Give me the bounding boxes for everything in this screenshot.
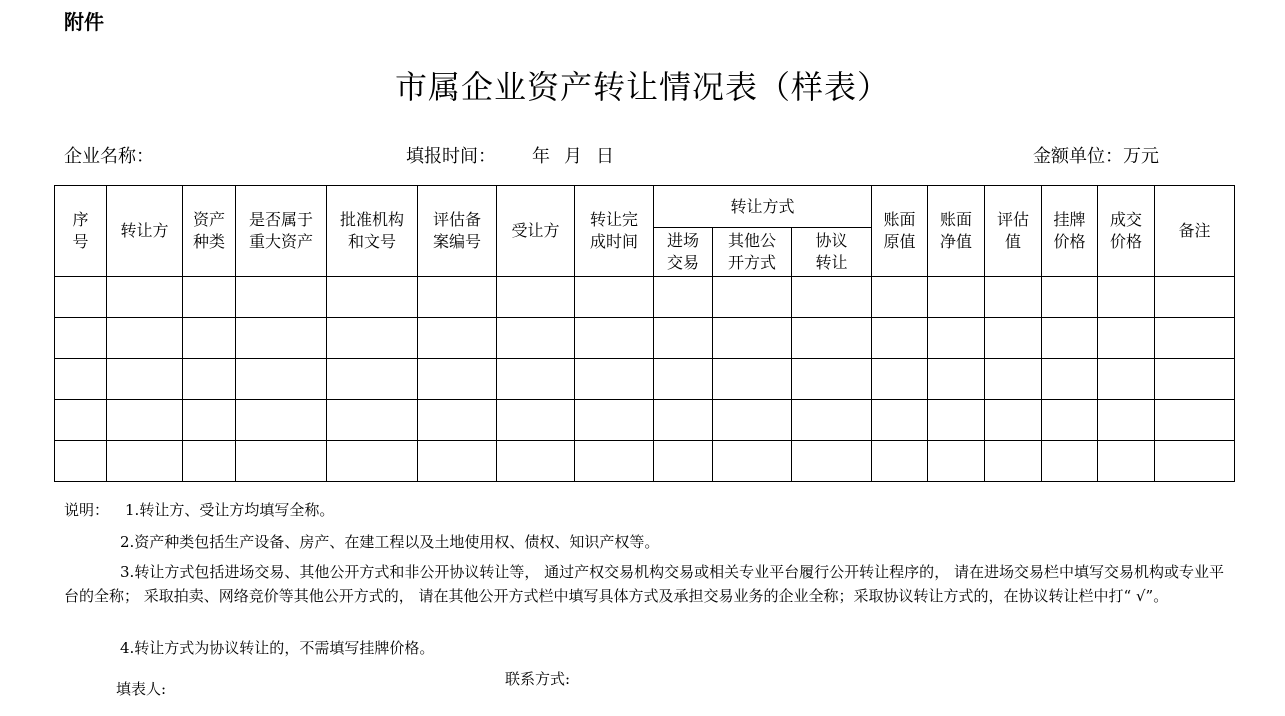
- header-completion-time: 转让完成时间: [575, 186, 654, 277]
- filler-label: 填表人:: [116, 680, 167, 698]
- table-cell[interactable]: [985, 441, 1042, 482]
- table-cell[interactable]: [55, 277, 107, 318]
- table-cell[interactable]: [654, 318, 713, 359]
- header-method-exchange: 进场交易: [654, 228, 713, 277]
- table-cell[interactable]: [107, 277, 183, 318]
- table-cell[interactable]: [928, 441, 985, 482]
- header-transferee: 受让方: [497, 186, 575, 277]
- header-listing-price: 挂牌价格: [1042, 186, 1098, 277]
- table-cell[interactable]: [1098, 441, 1155, 482]
- table-cell[interactable]: [107, 400, 183, 441]
- table-cell[interactable]: [928, 277, 985, 318]
- table-row: [55, 441, 1235, 482]
- table-cell[interactable]: [418, 400, 497, 441]
- note-3: 3.转让方式包括进场交易、其他公开方式和非公开协议转让等， 通过产权交易机构交易或相关专业平台履行公开转让程序的， 请在进场交易栏中填写交易机构或专业平台的全称； 采取拍卖、网络竞价等其他公开方式的， 请在其他公开方式栏中填写具体方式及承担交易业务的企业全称；采取协议转让方式的，在协议转让栏中打“ √”。: [64, 563, 1224, 605]
- table-cell[interactable]: [236, 359, 327, 400]
- table-cell[interactable]: [497, 359, 575, 400]
- table-cell[interactable]: [1098, 277, 1155, 318]
- table-cell[interactable]: [236, 400, 327, 441]
- table-cell[interactable]: [985, 277, 1042, 318]
- header-transfer-method: 转让方式: [654, 186, 872, 228]
- table-cell[interactable]: [713, 359, 792, 400]
- table-cell[interactable]: [872, 318, 928, 359]
- header-approval: 批准机构和文号: [327, 186, 418, 277]
- table-cell[interactable]: [575, 441, 654, 482]
- table-cell[interactable]: [713, 318, 792, 359]
- table-cell[interactable]: [575, 277, 654, 318]
- table-cell[interactable]: [575, 400, 654, 441]
- table-cell[interactable]: [418, 318, 497, 359]
- table-cell[interactable]: [654, 359, 713, 400]
- table-cell[interactable]: [928, 400, 985, 441]
- table-row: [55, 359, 1235, 400]
- note-1: [64, 498, 334, 522]
- table-row: [55, 318, 1235, 359]
- table-cell[interactable]: [654, 277, 713, 318]
- table-cell[interactable]: [792, 277, 872, 318]
- header-method-other: 其他公开方式: [713, 228, 792, 277]
- contact-label: 联系方式:: [505, 670, 571, 688]
- header-book-original: 账面原值: [872, 186, 928, 277]
- table-cell[interactable]: [1042, 441, 1098, 482]
- table-cell[interactable]: [792, 400, 872, 441]
- table-cell[interactable]: [183, 277, 236, 318]
- table-cell[interactable]: [1098, 359, 1155, 400]
- table-cell[interactable]: [1042, 359, 1098, 400]
- table-cell[interactable]: [1155, 400, 1235, 441]
- header-seq: 序号: [55, 186, 107, 277]
- table-cell[interactable]: [497, 441, 575, 482]
- table-cell[interactable]: [792, 318, 872, 359]
- month-label: 月: [564, 146, 582, 167]
- table-cell[interactable]: [713, 277, 792, 318]
- page-title: 市属企业资产转让情况表（样表）: [394, 68, 890, 106]
- table-cell[interactable]: [418, 359, 497, 400]
- table-cell[interactable]: [497, 318, 575, 359]
- header-appraisal-no: 评估备案编号: [418, 186, 497, 277]
- table-cell[interactable]: [327, 400, 418, 441]
- table-cell[interactable]: [107, 318, 183, 359]
- header-appraised: 评估值: [985, 186, 1042, 277]
- table-cell[interactable]: [1098, 318, 1155, 359]
- table-cell[interactable]: [872, 441, 928, 482]
- table-cell[interactable]: [1155, 318, 1235, 359]
- table-cell[interactable]: [713, 400, 792, 441]
- table-cell[interactable]: [928, 359, 985, 400]
- company-name-label: 企业名称：: [64, 146, 154, 167]
- header-asset-type: 资产种类: [183, 186, 236, 277]
- table-cell[interactable]: [1155, 277, 1235, 318]
- note-2: 2.资产种类包括生产设备、房产、在建工程以及土地使用权、债权、知识产权等。: [120, 533, 660, 551]
- table-cell[interactable]: [575, 318, 654, 359]
- table-cell[interactable]: [928, 318, 985, 359]
- table-cell[interactable]: [985, 400, 1042, 441]
- header-transferor: 转让方: [107, 186, 183, 277]
- table-cell[interactable]: [418, 441, 497, 482]
- table-cell[interactable]: [236, 318, 327, 359]
- note-4: 4.转让方式为协议转让的，不需填写挂牌价格。: [120, 639, 435, 657]
- table-cell[interactable]: [183, 400, 236, 441]
- table-cell[interactable]: [236, 441, 327, 482]
- table-cell[interactable]: [872, 359, 928, 400]
- year-label: 年: [532, 146, 550, 167]
- table-cell[interactable]: [1155, 441, 1235, 482]
- table-cell[interactable]: [497, 277, 575, 318]
- table-cell[interactable]: [418, 277, 497, 318]
- table-row: [55, 400, 1235, 441]
- table-cell[interactable]: [327, 441, 418, 482]
- table-cell[interactable]: [575, 359, 654, 400]
- attachment-label: 附件: [64, 10, 104, 34]
- table-cell[interactable]: [872, 400, 928, 441]
- table-cell[interactable]: [1098, 400, 1155, 441]
- table-row: [55, 277, 1235, 318]
- table-cell[interactable]: [1042, 277, 1098, 318]
- report-date-label: 填报时间：: [406, 146, 496, 167]
- table-cell[interactable]: [713, 441, 792, 482]
- table-cell[interactable]: [55, 359, 107, 400]
- day-label: 日: [596, 146, 614, 167]
- header-remarks: 备注: [1155, 186, 1235, 277]
- table-cell[interactable]: [107, 359, 183, 400]
- table-cell[interactable]: [183, 359, 236, 400]
- table-cell[interactable]: [1042, 400, 1098, 441]
- table-cell[interactable]: [1155, 359, 1235, 400]
- table-cell[interactable]: [1042, 318, 1098, 359]
- table-cell[interactable]: [872, 277, 928, 318]
- table-cell[interactable]: [55, 318, 107, 359]
- note-1-text: 1.转让方、受让方均填写全称。: [125, 501, 335, 519]
- table-cell[interactable]: [654, 441, 713, 482]
- table-cell[interactable]: [236, 277, 327, 318]
- table-cell[interactable]: [792, 359, 872, 400]
- table-cell[interactable]: [792, 441, 872, 482]
- notes-label: 说明：: [64, 501, 110, 519]
- table-cell[interactable]: [654, 400, 713, 441]
- table-cell[interactable]: [985, 318, 1042, 359]
- table-body: [55, 277, 1235, 482]
- header-book-net: 账面净值: [928, 186, 985, 277]
- table-cell[interactable]: [327, 318, 418, 359]
- table-cell[interactable]: [327, 277, 418, 318]
- header-major-asset: 是否属于重大资产: [236, 186, 327, 277]
- table-cell[interactable]: [55, 441, 107, 482]
- table-cell[interactable]: [183, 441, 236, 482]
- report-date: [406, 142, 614, 168]
- header-method-agreement: 协议转让: [792, 228, 872, 277]
- table-cell[interactable]: [985, 359, 1042, 400]
- table-cell[interactable]: [107, 441, 183, 482]
- table-cell[interactable]: [183, 318, 236, 359]
- table-cell[interactable]: [327, 359, 418, 400]
- table-cell[interactable]: [55, 400, 107, 441]
- table-cell[interactable]: [497, 400, 575, 441]
- header-deal-price: 成交价格: [1098, 186, 1155, 277]
- amount-unit-label: 金额单位：万元: [1033, 146, 1159, 167]
- asset-transfer-table: [54, 185, 1235, 482]
